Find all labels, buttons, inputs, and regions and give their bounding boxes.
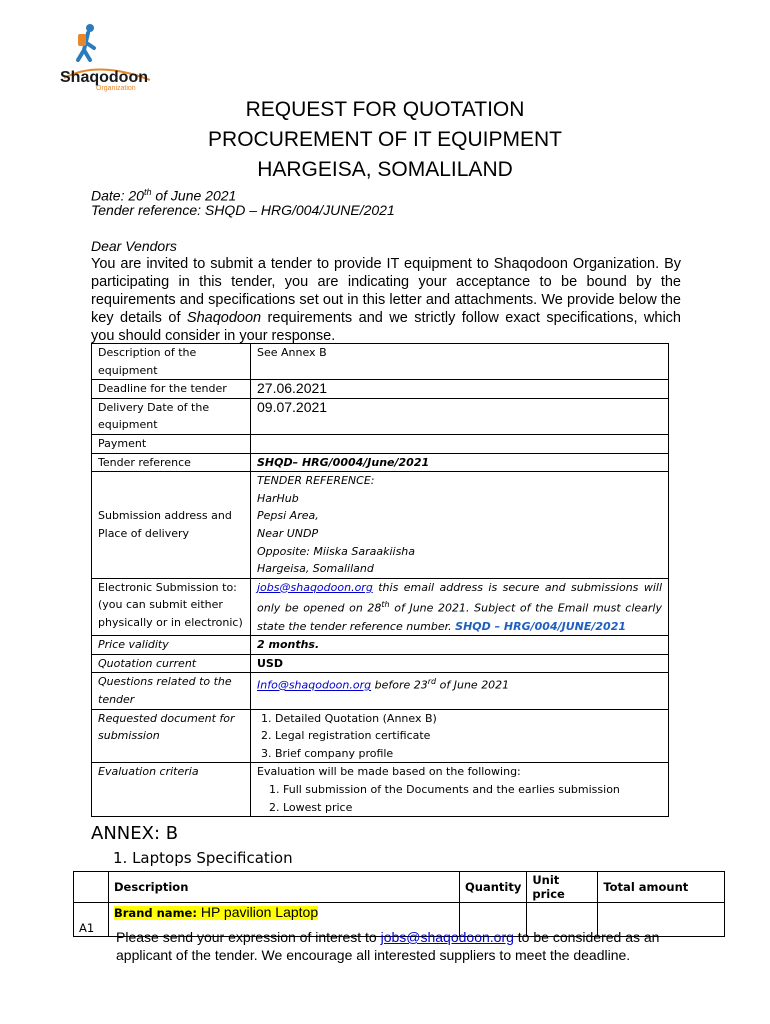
- annex-heading: ANNEX: B: [91, 823, 179, 844]
- laptops-spec-heading: 1. Laptops Specification: [113, 849, 293, 867]
- questions-label: Questions related to the tender: [92, 673, 251, 709]
- jobs-email-link[interactable]: jobs@shaqodoon.org: [257, 580, 373, 594]
- tender-reference-line: Tender reference: SHQD – HRG/004/JUNE/2021: [91, 202, 395, 218]
- footer-email-link[interactable]: jobs@shaqodoon.org: [380, 929, 514, 945]
- title-line-1: REQUEST FOR QUOTATION: [245, 98, 525, 121]
- row-id: A1: [74, 903, 109, 937]
- docs-value: [251, 709, 669, 763]
- list-item: 1. Detailed Quotation (Annex B): [275, 710, 662, 728]
- desc-value: See Annex B: [251, 344, 669, 380]
- requirements-table: [91, 343, 669, 817]
- payment-value: [251, 434, 669, 453]
- eval-label: Evaluation criteria: [92, 763, 251, 817]
- tender-ref-label: Tender reference: [92, 453, 251, 472]
- table-row: [92, 398, 669, 434]
- table-row: [92, 709, 669, 763]
- col-quantity: Quantity: [460, 872, 527, 903]
- footer-note: Please send your expression of interest to jobs@shaqodoon.org to be considered as an applicant of the tender. We encourage all interested suppliers to meet the deadline.: [116, 929, 660, 963]
- table-row: [74, 872, 725, 903]
- currency-label: Quotation current: [92, 654, 251, 673]
- list-item: 2. Lowest price: [283, 799, 662, 817]
- table-row: [92, 434, 669, 453]
- deadline-value: 27.06.2021: [251, 380, 669, 399]
- currency-value: USD: [251, 654, 669, 673]
- table-row: [92, 453, 669, 472]
- submission-address: TENDER REFERENCE: HarHub Pepsi Area, Near UNDP Opposite: Miiska Saraakiisha Hargeisa, Somaliland: [251, 472, 669, 579]
- table-row: [92, 472, 669, 579]
- delivery-value: 09.07.2021: [251, 398, 669, 434]
- list-item: 1. Full submission of the Documents and the earlies submission: [283, 781, 662, 799]
- col-total: Total amount: [598, 872, 725, 903]
- logo-sub: Organization: [96, 85, 136, 92]
- list-item: 3. Brief company profile: [275, 745, 662, 763]
- validity-value: 2 months.: [251, 636, 669, 655]
- delivery-label: Delivery Date of the equipment: [92, 398, 251, 434]
- organization-logo: [58, 20, 158, 92]
- docs-label: Requested document for submission: [92, 709, 251, 763]
- deadline-label: Deadline for the tender: [92, 380, 251, 399]
- logo-name: Shaqodoon: [60, 69, 148, 86]
- questions-value: Info@shaqodoon.org before 23rd of June 2021: [251, 673, 669, 709]
- salutation: Dear Vendors: [91, 238, 177, 254]
- info-email-link[interactable]: Info@shaqodoon.org: [257, 679, 372, 692]
- table-row: [92, 578, 669, 635]
- list-item: 2. Legal registration certificate: [275, 727, 662, 745]
- table-row: [92, 380, 669, 399]
- electronic-value: jobs@shaqodoon.org this email address is secure and submissions will only be opened on 28th of June 2021. Subject of the Email must clearly state the tender reference number. SHQD – HRG/004/JUNE/2021: [251, 578, 669, 635]
- tender-ref-value: SHQD– HRG/0004/June/2021: [251, 453, 669, 472]
- table-row: [92, 763, 669, 817]
- table-row: [92, 654, 669, 673]
- table-row: [92, 636, 669, 655]
- col-description: Description: [109, 872, 460, 903]
- intro-paragraph: You are invited to submit a tender to provide IT equipment to Shaqodoon Organization. By participating in this tender, you are indicating your acceptance to be bound by the requirements and specifications set out in this letter and attachments. We provide below the key details of Shaqodoon requirements and we strictly follow exact specifications, which you should consider in your response.: [91, 256, 681, 344]
- date-line: Date: 20th of June 2021: [91, 187, 237, 204]
- brand-cell: Brand name: HP pavilion Laptop: [109, 903, 460, 937]
- eval-value: Evaluation will be made based on the following: 1. Full submission of the Documents and the earlies submission 2. Lowest price: [251, 763, 669, 817]
- table-row: [92, 344, 669, 380]
- validity-label: Price validity: [92, 636, 251, 655]
- col-unit-price: Unit price: [527, 872, 598, 903]
- payment-label: Payment: [92, 434, 251, 453]
- title-line-3: HARGEISA, SOMALILAND: [257, 158, 513, 181]
- desc-label: Description of the equipment: [92, 344, 251, 380]
- submission-label: Submission address and Place of delivery: [92, 472, 251, 579]
- table-row: [92, 673, 669, 709]
- electronic-label: Electronic Submission to: (you can submit either physically or in electronic): [92, 578, 251, 635]
- title-line-2: PROCUREMENT OF IT EQUIPMENT: [208, 128, 562, 151]
